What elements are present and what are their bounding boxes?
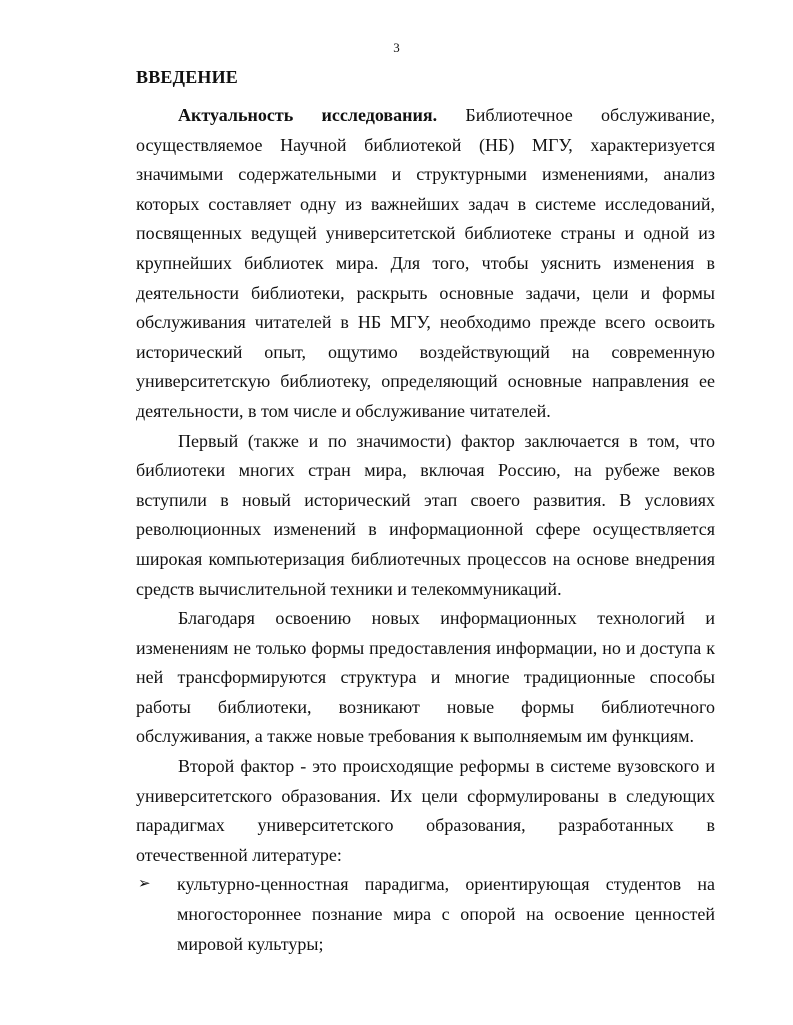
paragraph-new-technologies bbox=[136, 604, 715, 752]
paragraph-lead: Актуальность исследования. bbox=[178, 105, 438, 125]
paragraph-relevance bbox=[136, 101, 715, 427]
paragraph-text: Библиотечное обслуживание, осуществляемое Научной библиотекой (НБ) МГУ, характеризуется значимыми содержательными и структурными изменениями, анализ которых составляет одну из важнейших задач в системе исследований, посвященных ведущей университетской библиотеке страны и одной из крупнейших библиотек мира. Для того, чтобы уяснить изменения в деятельности библиотеки, раскрыть основные задачи, цели и формы обслуживания читателей в НБ МГУ, необходимо прежде всего освоить исторический опыт, ощутимо воздействующий на современную университетскую библиотеку, определяющий основные направления ее деятельности, в том числе и обслуживание читателей. bbox=[136, 105, 716, 421]
paragraph-first-factor bbox=[136, 427, 715, 605]
body-text bbox=[136, 101, 715, 959]
list-item bbox=[136, 870, 715, 959]
arrow-bullet-icon: ➢ bbox=[138, 876, 151, 893]
paragraph-second-factor bbox=[136, 752, 715, 870]
section-heading: ВВЕДЕНИЕ bbox=[136, 67, 239, 87]
paragraph-text: Первый (также и по значимости) фактор заключается в том, что библиотеки многих стран мира, включая Россию, на рубеже веков вступили в новый исторический этап своего развития. В условиях революционных изменений в информационной сфере осуществляется широкая компьютеризация библиотечных процессов на основе внедрения средств вычислительной техники и телекоммуникаций. bbox=[136, 430, 715, 599]
list-item-text: культурно-ценностная парадигма, ориентирующая студентов на многостороннее познание мира с опорой на освоение ценностей мировой культуры; bbox=[177, 874, 715, 954]
paragraph-text: Второй фактор - это происходящие реформы в системе вузовского и университетского образования. Их цели сформулированы в следующих парадигмах университетского образования, разработанных в отечественной литературе: bbox=[136, 756, 715, 865]
page-number: 3 bbox=[393, 40, 400, 55]
paragraph-text: Благодаря освоению новых информационных технологий и изменениям не только формы предоставления информации, но и доступа к ней трансформируются структура и многие традиционные способы работы библиотеки, возникают новые формы библиотечного обслуживания, а также новые требования к выполняемым им функциям. bbox=[136, 608, 715, 747]
paradigm-list bbox=[136, 870, 715, 959]
